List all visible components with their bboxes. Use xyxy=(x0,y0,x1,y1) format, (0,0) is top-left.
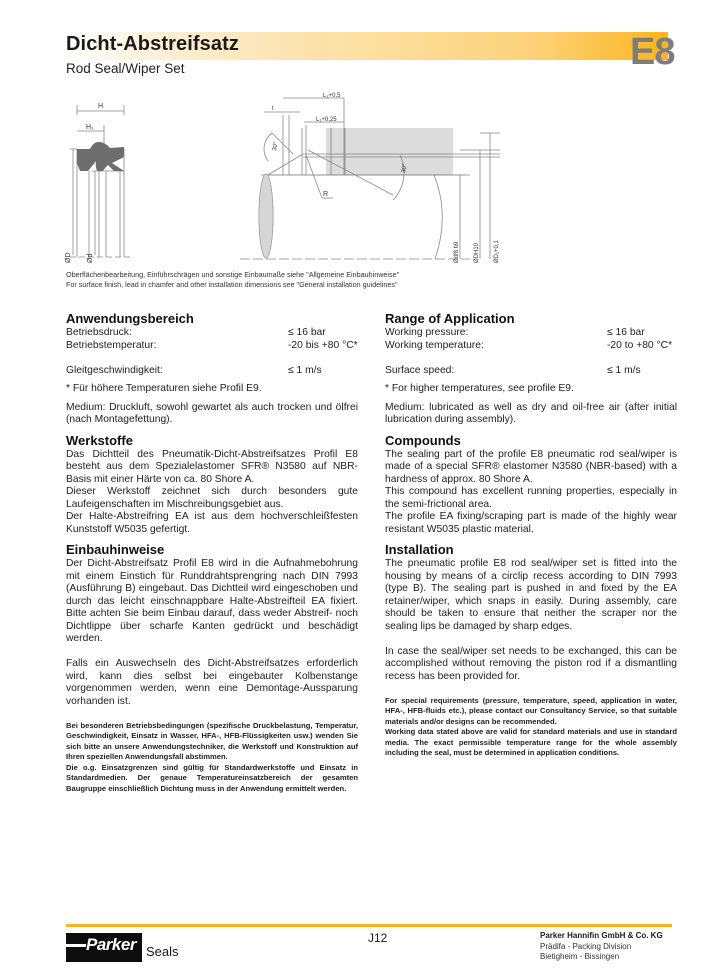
spec-row xyxy=(66,365,358,378)
compounds-p2: This compound has excellent running properties, especially in the semi-frictional area. xyxy=(385,486,677,510)
housing-lines xyxy=(240,98,500,259)
svg-text:ØDH10: ØDH10 xyxy=(474,242,480,263)
compounds-heading-de: Werkstoffe xyxy=(66,432,133,448)
spec-row xyxy=(385,340,677,353)
spec-row xyxy=(66,327,358,340)
svg-text:t: t xyxy=(272,106,274,112)
english-column xyxy=(385,311,677,759)
profile-code: E8 xyxy=(630,31,675,73)
svg-text:ØD₁+0,1: ØD₁+0,1 xyxy=(494,240,500,263)
spec-value: -20 to +80 °C* xyxy=(607,339,673,351)
installation-note-de: Oberflächenbearbeitung, Einführschrägen und sonstige Einbaumaße siehe "Allgemeine Einbauhinweise" xyxy=(66,270,400,279)
special-conditions-p1: For special requirements (pressure, temperature, speed, application in water, HFA-, HFB-fluids etc.), please contact our Consultancy Service, so that suitable materials and/or designs can be recommended. xyxy=(385,695,677,726)
spec-row xyxy=(66,340,358,353)
svg-text:H: H xyxy=(98,103,104,110)
company-location: Bietigheim - Bissingen xyxy=(540,952,620,961)
compounds-p2: Dieser Werkstoff zeichnet sich durch besonders gute Laufeigenschaften im Mischreibungsgebiet aus. xyxy=(66,486,358,510)
svg-text:Ød: Ød xyxy=(87,253,94,263)
logo-suffix: Seals xyxy=(146,944,179,959)
company-division: Prädifa - Packing Division xyxy=(540,941,632,951)
svg-text:30°: 30° xyxy=(272,141,280,152)
svg-text:R: R xyxy=(323,191,329,198)
svg-text:H₁: H₁ xyxy=(86,124,94,131)
temperature-footnote: * Für höhere Temperaturen siehe Profil E9. xyxy=(66,383,262,394)
spec-value: ≤ 16 bar xyxy=(607,327,645,338)
page-title: Dicht-Abstreifsatz xyxy=(66,33,239,55)
company-name: Parker Hannifin GmbH & Co. KG xyxy=(540,931,663,940)
company-info xyxy=(540,931,663,963)
seal-cross-section xyxy=(70,105,132,257)
svg-text:Ødf8 h9: Ødf8 h9 xyxy=(454,241,460,263)
installation-p2: Falls ein Auswechseln des Dicht-Abstreifsatzes erforderlich wird, kann dies selbst bei eingebauter Kolbenstange vorgenommen werden, wenn eine Demontage-Aussparung vorhanden ist. xyxy=(66,658,358,707)
compounds-p3: The profile EA fixing/scraping part is made of the highly wear resistant W5035 plastic material. xyxy=(385,511,677,535)
page-number: J12 xyxy=(368,931,388,945)
installation-note-en: For surface finish, lead in chamfer and other installation dimensions see "General installation guidelines" xyxy=(66,280,398,289)
spec-label: Gleitgeschwindigkeit: xyxy=(66,364,163,376)
spec-label: Betriebstemperatur: xyxy=(66,339,157,351)
spec-label: Betriebsdruck: xyxy=(66,327,132,338)
special-conditions-p2: Working data stated above are valid for standard materials and use in standard media. The exact permissible temperature range for the whole assembly including the seal, must be determined in application conditions. xyxy=(385,727,677,758)
spec-row xyxy=(385,365,677,378)
svg-text:L₁+0,25: L₁+0,25 xyxy=(316,117,337,123)
parker-logo-text: Parker xyxy=(86,935,136,954)
spec-row xyxy=(385,327,677,340)
spec-value: ≤ 16 bar xyxy=(288,327,326,338)
footer-rule xyxy=(66,924,672,927)
svg-text:L₂+0,5: L₂+0,5 xyxy=(323,93,341,99)
seal-profile-shape xyxy=(77,142,124,171)
installation-heading-de: Einbauhinweise xyxy=(66,542,165,557)
range-heading-de: Anwendungsbereich xyxy=(66,311,194,326)
installation-p1: Der Dicht-Abstreifsatz Profil E8 wird in die Aufnahmebohrung mit einem Einstich für Runddrahtsprengring nach DIN 7993 (Ausführung B) eingebaut. Das Dichtteil wird eingeschoben und durch das leicht einschnappbare Halte-Abstreifteil EA fixiert. Bitte achten Sie beim Einbau darauf, dass weder Abstreif- noch Dichtlippe über scharfe Kanten gedrückt und beschädigt werden. xyxy=(66,558,358,644)
spec-label: Surface speed: xyxy=(385,364,455,376)
installation-note xyxy=(66,270,399,290)
spec-value: -20 bis +80 °C* xyxy=(288,339,358,351)
installation-p1: The pneumatic profile E8 rod seal/wiper set is fitted into the housing by means of a circlip recess according to DIN 7993 (type B). The sealing part is pushed in and fixed by the EA retainer/wiper, which snaps in easily. During assembly, care should be taken to ensure that neither the scraper nor the sealing lips be damaged by sharp edges. xyxy=(385,558,677,632)
medium-text: Medium: lubricated as well as dry and oil-free air (after initial lubrication during assembly). xyxy=(385,401,677,425)
spec-label: Working temperature: xyxy=(385,339,484,351)
german-column xyxy=(66,311,358,795)
temperature-footnote: * For higher temperatures, see profile E9. xyxy=(385,383,574,394)
compounds-p3: Der Halte-Abstreifring EA ist aus dem hochverschleißfesten Kunststoff W5035 gefertigt. xyxy=(66,511,358,535)
compounds-heading-en: Compounds xyxy=(385,432,461,448)
spec-value: ≤ 1 m/s xyxy=(288,364,322,376)
range-heading-en: Range of Application xyxy=(385,311,515,326)
svg-text:ØD: ØD xyxy=(65,252,72,263)
spec-value: ≤ 1 m/s xyxy=(607,364,641,376)
special-conditions-p2: Die o.g. Einsatzgrenzen sind gültig für Standardwerkstoffe und Einsatz in Standardmedien. Der genaue Temperatureinsatzbereich der gesamten Baugruppe einschließlich Dichtung muss in der Anwendung ermittelt werden. xyxy=(66,762,358,794)
compounds-p1: The sealing part of the profile E8 pneumatic rod seal/wiper is made of a special SFR® elastomer N3580 (NBR-based) with a hardness of approx. 80 Shore A. xyxy=(385,448,677,485)
svg-text:30°: 30° xyxy=(401,163,409,174)
special-conditions-p1: Bei besonderen Betriebsbedingungen (spezifische Druckbelastung, Temperatur, Geschwindigkeit, Einsatz in Wasser, HFA-, HFB-Flüssigkeiten usw.) wenden Sie sich bitte an unsere Anwendungstechniker, die Werkstoff und Konstruktion auf Ihren speziellen Anwendungsfall abstimmen. xyxy=(66,720,358,762)
installation-p2: In case the seal/wiper set needs to be exchanged, this can be accomplished without removing the piston rod if a dismantling recess has been provided for. xyxy=(385,645,677,682)
medium-text: Medium: Druckluft, sowohl gewartet als auch trocken und ölfrei (nach Montagefettung). xyxy=(66,401,358,425)
header-gradient-bar-accent xyxy=(328,32,668,60)
technical-drawing xyxy=(40,85,500,270)
parker-logo-dash xyxy=(66,944,86,947)
installation-heading-en: Installation xyxy=(385,542,454,557)
compounds-p1: Das Dichtteil des Pneumatik-Dicht-Abstreifsatzes Profil E8 besteht aus dem Spezialelastomer SFR® N3580 auf NBR-Basis mit einer Härte von ca. 80 Shore A. xyxy=(66,448,358,485)
spec-label: Working pressure: xyxy=(385,327,469,338)
page-subtitle: Rod Seal/Wiper Set xyxy=(66,61,185,76)
